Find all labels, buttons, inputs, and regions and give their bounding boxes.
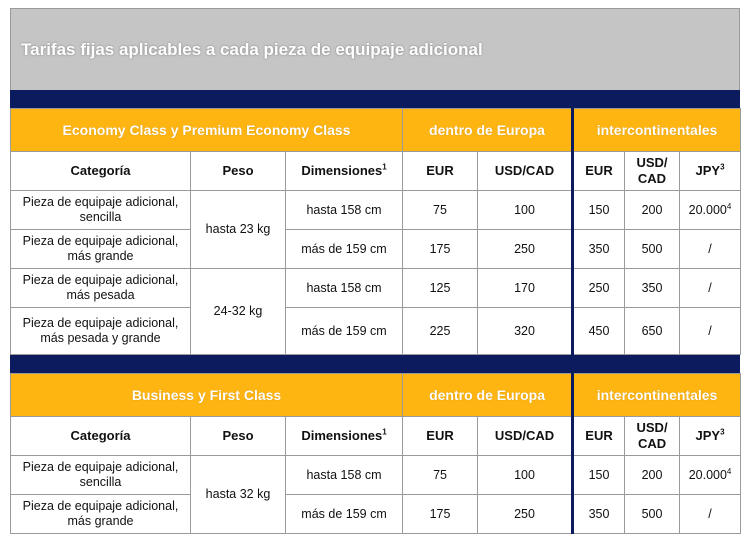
cell-eur-intl: 350 xyxy=(573,495,625,534)
cell-dim: hasta 158 cm xyxy=(286,456,403,495)
cell-categoria: Pieza de equipaje adicional, sencilla xyxy=(11,191,191,230)
zone-europe: dentro de Europa xyxy=(403,374,573,417)
class-name: Business y First Class xyxy=(11,374,403,417)
zone-intercontinental: intercontinentales xyxy=(573,109,741,152)
cell-eur: 75 xyxy=(403,191,478,230)
cell-usd-cad: 250 xyxy=(478,230,573,269)
cell-eur-intl: 350 xyxy=(573,230,625,269)
cell-peso: hasta 32 kg xyxy=(191,456,286,534)
col-jpy-label: JPY xyxy=(695,428,721,444)
col-peso: Peso xyxy=(191,417,286,456)
cell-dim: más de 159 cm xyxy=(286,308,403,355)
cell-usd-intl: 500 xyxy=(625,495,680,534)
col-usd-cad-intl xyxy=(625,417,680,456)
fee-table-frame xyxy=(10,8,740,534)
cell-eur-intl: 150 xyxy=(573,191,625,230)
cell-peso: 24-32 kg xyxy=(191,269,286,355)
col-usd-line1: USD/ xyxy=(636,155,668,171)
table-row xyxy=(11,308,741,355)
cell-categoria: Pieza de equipaje adicional, sencilla xyxy=(11,456,191,495)
business-fee-table xyxy=(10,373,741,534)
table-row xyxy=(11,230,741,269)
cell-usd-intl: 500 xyxy=(625,230,680,269)
col-usd-cad-intl xyxy=(625,152,680,191)
col-dimensiones-label: Dimensiones xyxy=(301,163,383,179)
col-eur: EUR xyxy=(403,152,478,191)
footnote-ref: 4 xyxy=(726,201,732,211)
col-usd-line2: CAD xyxy=(637,171,667,186)
cell-jpy xyxy=(680,191,741,230)
cell-usd-intl: 350 xyxy=(625,269,680,308)
title-bar xyxy=(10,8,740,90)
col-usd-cad: USD/CAD xyxy=(478,152,573,191)
cell-eur: 125 xyxy=(403,269,478,308)
cell-usd-cad: 100 xyxy=(478,191,573,230)
cell-categoria: Pieza de equipaje adicional, más pesada xyxy=(11,269,191,308)
col-categoria: Categoría xyxy=(11,417,191,456)
cell-jpy: / xyxy=(680,308,741,355)
col-peso: Peso xyxy=(191,152,286,191)
col-jpy xyxy=(680,417,741,456)
cell-usd-cad: 100 xyxy=(478,456,573,495)
cell-usd-cad: 250 xyxy=(478,495,573,534)
cell-dim: más de 159 cm xyxy=(286,230,403,269)
footnote-ref: 3 xyxy=(720,162,725,172)
col-jpy-label: JPY xyxy=(695,163,721,179)
cell-eur: 75 xyxy=(403,456,478,495)
cell-eur: 175 xyxy=(403,230,478,269)
cell-jpy: / xyxy=(680,495,741,534)
cell-dim: hasta 158 cm xyxy=(286,191,403,230)
cell-eur: 175 xyxy=(403,495,478,534)
class-name: Economy Class y Premium Economy Class xyxy=(11,109,403,152)
section-header xyxy=(11,374,741,417)
column-header-row xyxy=(11,152,741,191)
cell-usd-intl: 650 xyxy=(625,308,680,355)
cell-usd-intl: 200 xyxy=(625,456,680,495)
cell-peso: hasta 23 kg xyxy=(191,191,286,269)
table-row xyxy=(11,495,741,534)
column-header-row xyxy=(11,417,741,456)
table-row xyxy=(11,191,741,230)
cell-eur-intl: 250 xyxy=(573,269,625,308)
zone-europe: dentro de Europa xyxy=(403,109,573,152)
col-dimensiones xyxy=(286,417,403,456)
col-usd-line2: CAD xyxy=(637,436,667,451)
cell-jpy-value: 20.000 xyxy=(688,467,727,482)
col-usd-cad: USD/CAD xyxy=(478,417,573,456)
cell-jpy-value: 20.000 xyxy=(688,202,727,217)
cell-categoria: Pieza de equipaje adicional, más grande xyxy=(11,495,191,534)
table-row xyxy=(11,269,741,308)
cell-eur: 225 xyxy=(403,308,478,355)
cell-dim: hasta 158 cm xyxy=(286,269,403,308)
cell-jpy xyxy=(680,456,741,495)
cell-usd-cad: 320 xyxy=(478,308,573,355)
col-eur-intl: EUR xyxy=(573,417,625,456)
cell-usd-cad: 170 xyxy=(478,269,573,308)
footnote-ref: 3 xyxy=(720,427,725,437)
col-dimensiones xyxy=(286,152,403,191)
table-row xyxy=(11,456,741,495)
cell-categoria: Pieza de equipaje adicional, más pesada y grande xyxy=(11,308,191,355)
cell-usd-intl: 200 xyxy=(625,191,680,230)
economy-fee-table xyxy=(10,108,741,355)
cell-categoria: Pieza de equipaje adicional, más grande xyxy=(11,230,191,269)
navy-divider xyxy=(10,355,740,373)
cell-jpy: / xyxy=(680,269,741,308)
zone-intercontinental: intercontinentales xyxy=(573,374,741,417)
col-usd-line1: USD/ xyxy=(636,420,668,436)
cell-eur-intl: 150 xyxy=(573,456,625,495)
col-categoria: Categoría xyxy=(11,152,191,191)
footnote-ref: 4 xyxy=(726,466,732,476)
cell-eur-intl: 450 xyxy=(573,308,625,355)
footnote-ref: 1 xyxy=(382,162,387,172)
cell-jpy: / xyxy=(680,230,741,269)
col-jpy xyxy=(680,152,741,191)
page-title: Tarifas fijas aplicables a cada pieza de equipaje adicional xyxy=(21,39,483,59)
col-eur: EUR xyxy=(403,417,478,456)
footnote-ref: 1 xyxy=(382,427,387,437)
section-header xyxy=(11,109,741,152)
col-dimensiones-label: Dimensiones xyxy=(301,428,383,444)
col-eur-intl: EUR xyxy=(573,152,625,191)
cell-dim: más de 159 cm xyxy=(286,495,403,534)
navy-divider xyxy=(10,90,740,108)
